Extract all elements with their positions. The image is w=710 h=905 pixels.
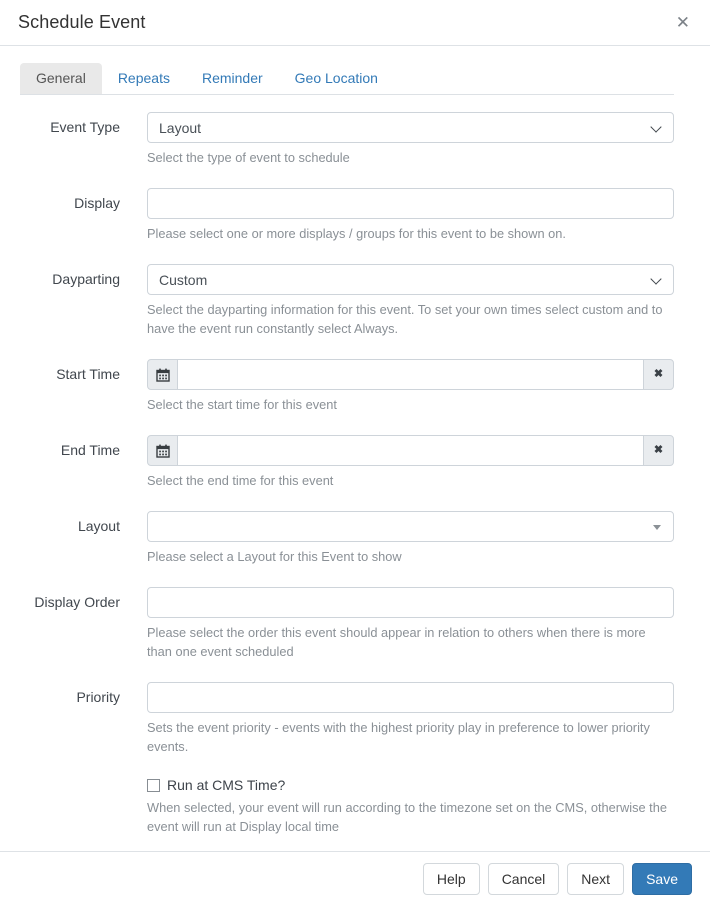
tab-repeats[interactable]: Repeats bbox=[117, 70, 170, 86]
start-time-help: Select the start time for this event bbox=[147, 397, 337, 412]
clear-icon: ✖ bbox=[653, 368, 664, 380]
display-help: Please select one or more displays / groups for this event to be shown on. bbox=[147, 226, 566, 241]
start-time-calendar-button[interactable] bbox=[147, 359, 178, 390]
calendar-icon bbox=[156, 444, 170, 458]
dialog-footer bbox=[0, 851, 710, 905]
save-button[interactable]: Save bbox=[632, 863, 692, 895]
chevron-down-icon bbox=[650, 121, 661, 132]
form-row-display-order bbox=[20, 587, 674, 661]
end-time-help: Select the end time for this event bbox=[147, 473, 334, 488]
display-order-label: Display Order bbox=[34, 594, 120, 610]
dialog-header bbox=[0, 0, 710, 46]
run-at-cms-time-label[interactable]: Run at CMS Time? bbox=[167, 777, 286, 793]
dialog-body bbox=[0, 46, 710, 851]
form-row-priority bbox=[20, 682, 674, 756]
cancel-button[interactable]: Cancel bbox=[488, 863, 560, 895]
display-input[interactable] bbox=[147, 188, 674, 219]
next-button[interactable]: Next bbox=[567, 863, 624, 895]
start-time-input[interactable] bbox=[177, 359, 644, 390]
event-type-help: Select the type of event to schedule bbox=[147, 150, 350, 165]
form-row-start-time bbox=[20, 359, 674, 414]
clear-icon: ✖ bbox=[653, 444, 664, 456]
display-order-help: Please select the order this event should appear in relation to others when there is more than one event scheduled bbox=[147, 625, 646, 659]
dayparting-select[interactable] bbox=[147, 264, 674, 295]
form-row-layout bbox=[20, 511, 674, 566]
help-button[interactable]: Help bbox=[423, 863, 480, 895]
end-time-input[interactable] bbox=[177, 435, 644, 466]
priority-label: Priority bbox=[76, 689, 120, 705]
run-at-cms-time-help: When selected, your event will run according to the timezone set on the CMS, otherwise the event will run at Display local time bbox=[147, 800, 667, 834]
event-type-select[interactable] bbox=[147, 112, 674, 143]
run-at-cms-time-checkbox[interactable] bbox=[147, 779, 160, 792]
tab-geo-location[interactable]: Geo Location bbox=[294, 70, 378, 86]
layout-label: Layout bbox=[77, 518, 120, 534]
layout-select[interactable] bbox=[147, 511, 674, 542]
dialog-title: Schedule Event bbox=[18, 12, 146, 32]
priority-input[interactable] bbox=[147, 682, 674, 713]
dropdown-arrow-icon bbox=[653, 525, 661, 530]
dayparting-help: Select the dayparting information for this event. To set your own times select custom and to have the event run constantly select Always. bbox=[147, 302, 663, 336]
display-order-input[interactable] bbox=[147, 587, 674, 618]
calendar-icon bbox=[156, 368, 170, 382]
close-icon[interactable]: ✕ bbox=[675, 13, 690, 32]
priority-help: Sets the event priority - events with the highest priority play in preference to lower priority events. bbox=[147, 720, 650, 754]
event-type-selected-value: Layout bbox=[159, 119, 202, 136]
display-label: Display bbox=[74, 195, 120, 211]
form-row-end-time bbox=[20, 435, 674, 490]
end-time-calendar-button[interactable] bbox=[147, 435, 178, 466]
tab-general[interactable]: General bbox=[20, 63, 102, 94]
form-row-event-type bbox=[20, 112, 674, 167]
form-row-dayparting bbox=[20, 264, 674, 338]
layout-help: Please select a Layout for this Event to show bbox=[147, 549, 402, 564]
form-row-display bbox=[20, 188, 674, 243]
end-time-clear-button[interactable] bbox=[643, 435, 674, 466]
end-time-label: End Time bbox=[60, 442, 120, 458]
start-time-clear-button[interactable] bbox=[643, 359, 674, 390]
tab-reminder[interactable]: Reminder bbox=[201, 70, 263, 86]
start-time-label: Start Time bbox=[56, 366, 120, 382]
dayparting-label: Dayparting bbox=[52, 271, 120, 287]
schedule-form bbox=[20, 112, 674, 836]
event-type-label: Event Type bbox=[50, 119, 120, 135]
chevron-down-icon bbox=[650, 273, 661, 284]
form-row-cms-time bbox=[20, 777, 674, 836]
tab-bar bbox=[20, 63, 674, 95]
dayparting-selected-value: Custom bbox=[159, 271, 208, 288]
